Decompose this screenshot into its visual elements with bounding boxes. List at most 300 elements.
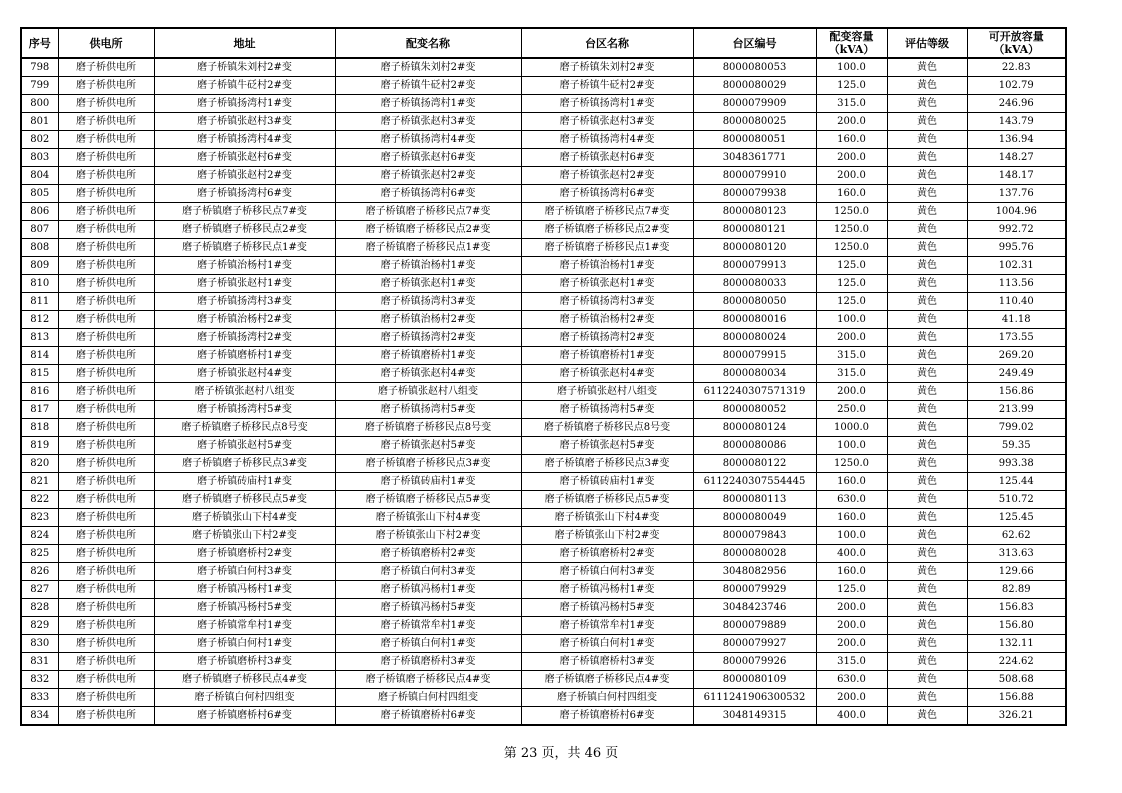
- cell-address: 磨子桥镇冯杨村1#变: [154, 581, 335, 599]
- cell-station: 磨子桥供电所: [58, 77, 154, 95]
- cell-seq: 822: [21, 491, 58, 509]
- cell-station: 磨子桥供电所: [58, 689, 154, 707]
- cell-station: 磨子桥供电所: [58, 149, 154, 167]
- cell-transformer: 磨子桥镇冯杨村1#变: [335, 581, 521, 599]
- cell-station: 磨子桥供电所: [58, 401, 154, 419]
- cell-district-no: 8000079938: [693, 185, 816, 203]
- cell-transformer: 磨子桥镇扬湾村6#变: [335, 185, 521, 203]
- cell-transformer: 磨子桥镇张山下村2#变: [335, 527, 521, 545]
- cell-district-no: 8000080051: [693, 131, 816, 149]
- cell-district: 磨子桥镇磨子桥移民点8号变: [521, 419, 693, 437]
- cell-capacity: 200.0: [816, 617, 887, 635]
- cell-grade: 黄色: [887, 581, 967, 599]
- table-row: [21, 275, 1066, 293]
- cell-district-no: 8000080086: [693, 437, 816, 455]
- cell-grade: 黄色: [887, 653, 967, 671]
- cell-seq: 820: [21, 455, 58, 473]
- cell-district-no: 3048423746: [693, 599, 816, 617]
- cell-grade: 黄色: [887, 257, 967, 275]
- cell-capacity: 1250.0: [816, 221, 887, 239]
- cell-district-no: 8000080123: [693, 203, 816, 221]
- table-row: [21, 581, 1066, 599]
- cell-grade: 黄色: [887, 545, 967, 563]
- cell-open-capacity: 137.76: [967, 185, 1066, 203]
- cell-open-capacity: 22.83: [967, 58, 1066, 77]
- cell-address: 磨子桥镇张赵村1#变: [154, 275, 335, 293]
- cell-transformer: 磨子桥镇张赵村4#变: [335, 365, 521, 383]
- table-row: [21, 545, 1066, 563]
- table-row: [21, 77, 1066, 95]
- cell-address: 磨子桥镇磨子桥移民点3#变: [154, 455, 335, 473]
- cell-seq: 812: [21, 311, 58, 329]
- cell-seq: 800: [21, 95, 58, 113]
- cell-district: 磨子桥镇磨桥村2#变: [521, 545, 693, 563]
- cell-transformer: 磨子桥镇砖庙村1#变: [335, 473, 521, 491]
- cell-transformer: 磨子桥镇磨子桥移民点3#变: [335, 455, 521, 473]
- cell-address: 磨子桥镇白何村1#变: [154, 635, 335, 653]
- cell-grade: 黄色: [887, 635, 967, 653]
- cell-grade: 黄色: [887, 383, 967, 401]
- cell-address: 磨子桥镇常牟村1#变: [154, 617, 335, 635]
- cell-grade: 黄色: [887, 599, 967, 617]
- cell-capacity: 1250.0: [816, 203, 887, 221]
- table-row: [21, 617, 1066, 635]
- col-header-open-capacity-line2: （kVA）: [993, 43, 1040, 56]
- cell-grade: 黄色: [887, 293, 967, 311]
- cell-transformer: 磨子桥镇白何村四组变: [335, 689, 521, 707]
- cell-address: 磨子桥镇张山下村2#变: [154, 527, 335, 545]
- cell-grade: 黄色: [887, 221, 967, 239]
- cell-transformer: 磨子桥镇张山下村4#变: [335, 509, 521, 527]
- cell-address: 磨子桥镇张赵村八组变: [154, 383, 335, 401]
- cell-grade: 黄色: [887, 77, 967, 95]
- cell-seq: 829: [21, 617, 58, 635]
- cell-transformer: 磨子桥镇白何村3#变: [335, 563, 521, 581]
- cell-address: 磨子桥镇磨桥村3#变: [154, 653, 335, 671]
- cell-address: 磨子桥镇牛砭村2#变: [154, 77, 335, 95]
- cell-seq: 813: [21, 329, 58, 347]
- cell-open-capacity: 62.62: [967, 527, 1066, 545]
- cell-transformer: 磨子桥镇张赵村八组变: [335, 383, 521, 401]
- cell-seq: 828: [21, 599, 58, 617]
- cell-grade: 黄色: [887, 617, 967, 635]
- page-number: 第 23 页，共 46 页: [503, 746, 619, 761]
- cell-district-no: 6112240307554445: [693, 473, 816, 491]
- cell-open-capacity: 508.68: [967, 671, 1066, 689]
- cell-open-capacity: 148.17: [967, 167, 1066, 185]
- cell-seq: 821: [21, 473, 58, 491]
- table-body: [21, 58, 1066, 725]
- table-row: [21, 419, 1066, 437]
- cell-open-capacity: 156.83: [967, 599, 1066, 617]
- cell-district: 磨子桥镇磨桥村1#变: [521, 347, 693, 365]
- cell-open-capacity: 125.44: [967, 473, 1066, 491]
- cell-address: 磨子桥镇磨子桥移民点1#变: [154, 239, 335, 257]
- cell-capacity: 100.0: [816, 58, 887, 77]
- cell-seq: 801: [21, 113, 58, 131]
- cell-address: 磨子桥镇白何村3#变: [154, 563, 335, 581]
- cell-district: 磨子桥镇牛砭村2#变: [521, 77, 693, 95]
- cell-grade: 黄色: [887, 311, 967, 329]
- cell-district: 磨子桥镇磨子桥移民点3#变: [521, 455, 693, 473]
- cell-capacity: 200.0: [816, 113, 887, 131]
- table-row: [21, 437, 1066, 455]
- cell-station: 磨子桥供电所: [58, 95, 154, 113]
- cell-capacity: 160.0: [816, 473, 887, 491]
- table-row: [21, 707, 1066, 726]
- cell-district: 磨子桥镇扬湾村6#变: [521, 185, 693, 203]
- cell-grade: 黄色: [887, 239, 967, 257]
- cell-open-capacity: 129.66: [967, 563, 1066, 581]
- cell-seq: 816: [21, 383, 58, 401]
- cell-open-capacity: 156.80: [967, 617, 1066, 635]
- cell-district: 磨子桥镇扬湾村4#变: [521, 131, 693, 149]
- cell-station: 磨子桥供电所: [58, 545, 154, 563]
- cell-transformer: 磨子桥镇磨子桥移民点1#变: [335, 239, 521, 257]
- cell-district: 磨子桥镇朱刘村2#变: [521, 58, 693, 77]
- table-row: [21, 491, 1066, 509]
- cell-station: 磨子桥供电所: [58, 167, 154, 185]
- cell-grade: 黄色: [887, 689, 967, 707]
- cell-capacity: 200.0: [816, 149, 887, 167]
- cell-district: 磨子桥镇张山下村4#变: [521, 509, 693, 527]
- cell-seq: 802: [21, 131, 58, 149]
- cell-address: 磨子桥镇砖庙村1#变: [154, 473, 335, 491]
- cell-open-capacity: 132.11: [967, 635, 1066, 653]
- cell-seq: 827: [21, 581, 58, 599]
- col-header-capacity: [816, 28, 887, 58]
- cell-grade: 黄色: [887, 707, 967, 726]
- cell-seq: 807: [21, 221, 58, 239]
- cell-district: 磨子桥镇磨子桥移民点2#变: [521, 221, 693, 239]
- cell-transformer: 磨子桥镇冯杨村5#变: [335, 599, 521, 617]
- table-row: [21, 113, 1066, 131]
- col-header-transformer: 配变名称: [335, 28, 521, 58]
- cell-district: 磨子桥镇张赵村2#变: [521, 167, 693, 185]
- table-row: [21, 347, 1066, 365]
- cell-transformer: 磨子桥镇磨子桥移民点2#变: [335, 221, 521, 239]
- transformer-capacity-table: [20, 27, 1067, 726]
- cell-seq: 810: [21, 275, 58, 293]
- cell-district-no: 8000079929: [693, 581, 816, 599]
- cell-open-capacity: 992.72: [967, 221, 1066, 239]
- cell-station: 磨子桥供电所: [58, 113, 154, 131]
- cell-capacity: 125.0: [816, 293, 887, 311]
- cell-district: 磨子桥镇常牟村1#变: [521, 617, 693, 635]
- cell-district: 磨子桥镇磨子桥移民点7#变: [521, 203, 693, 221]
- cell-station: 磨子桥供电所: [58, 653, 154, 671]
- cell-open-capacity: 224.62: [967, 653, 1066, 671]
- cell-grade: 黄色: [887, 149, 967, 167]
- cell-station: 磨子桥供电所: [58, 563, 154, 581]
- cell-transformer: 磨子桥镇张赵村2#变: [335, 167, 521, 185]
- cell-district: 磨子桥镇张赵村4#变: [521, 365, 693, 383]
- cell-seq: 832: [21, 671, 58, 689]
- cell-grade: 黄色: [887, 167, 967, 185]
- cell-district-no: 8000079909: [693, 95, 816, 113]
- cell-open-capacity: 1004.96: [967, 203, 1066, 221]
- cell-seq: 809: [21, 257, 58, 275]
- cell-grade: 黄色: [887, 275, 967, 293]
- cell-capacity: 315.0: [816, 365, 887, 383]
- cell-open-capacity: 269.20: [967, 347, 1066, 365]
- cell-station: 磨子桥供电所: [58, 671, 154, 689]
- cell-station: 磨子桥供电所: [58, 365, 154, 383]
- cell-address: 磨子桥镇张赵村6#变: [154, 149, 335, 167]
- cell-district-no: 8000080124: [693, 419, 816, 437]
- cell-seq: 808: [21, 239, 58, 257]
- cell-seq: 824: [21, 527, 58, 545]
- cell-district: 磨子桥镇磨子桥移民点4#变: [521, 671, 693, 689]
- cell-station: 磨子桥供电所: [58, 473, 154, 491]
- cell-grade: 黄色: [887, 437, 967, 455]
- cell-district-no: 8000080024: [693, 329, 816, 347]
- cell-address: 磨子桥镇扬湾村4#变: [154, 131, 335, 149]
- cell-district: 磨子桥镇磨子桥移民点1#变: [521, 239, 693, 257]
- cell-district-no: 8000080052: [693, 401, 816, 419]
- cell-open-capacity: 326.21: [967, 707, 1066, 726]
- cell-seq: 825: [21, 545, 58, 563]
- cell-district: 磨子桥镇磨子桥移民点5#变: [521, 491, 693, 509]
- table-row: [21, 563, 1066, 581]
- cell-address: 磨子桥镇扬湾村1#变: [154, 95, 335, 113]
- cell-grade: 黄色: [887, 563, 967, 581]
- table-row: [21, 131, 1066, 149]
- cell-district-no: 8000080120: [693, 239, 816, 257]
- cell-open-capacity: 313.63: [967, 545, 1066, 563]
- cell-district: 磨子桥镇冯杨村1#变: [521, 581, 693, 599]
- cell-capacity: 1000.0: [816, 419, 887, 437]
- cell-grade: 黄色: [887, 473, 967, 491]
- cell-capacity: 200.0: [816, 689, 887, 707]
- cell-district-no: 8000080028: [693, 545, 816, 563]
- table-row: [21, 329, 1066, 347]
- cell-station: 磨子桥供电所: [58, 527, 154, 545]
- cell-transformer: 磨子桥镇磨子桥移民点4#变: [335, 671, 521, 689]
- cell-district: 磨子桥镇磨桥村6#变: [521, 707, 693, 726]
- cell-grade: 黄色: [887, 419, 967, 437]
- cell-transformer: 磨子桥镇朱刘村2#变: [335, 58, 521, 77]
- cell-capacity: 125.0: [816, 257, 887, 275]
- table-row: [21, 635, 1066, 653]
- cell-open-capacity: 156.88: [967, 689, 1066, 707]
- cell-seq: 831: [21, 653, 58, 671]
- cell-seq: 817: [21, 401, 58, 419]
- col-header-open-capacity-line1: 可开放容量: [988, 30, 1044, 43]
- cell-district: 磨子桥镇砖庙村1#变: [521, 473, 693, 491]
- cell-capacity: 315.0: [816, 347, 887, 365]
- table-row: [21, 167, 1066, 185]
- cell-address: 磨子桥镇磨桥村6#变: [154, 707, 335, 726]
- cell-capacity: 200.0: [816, 383, 887, 401]
- cell-district-no: 6112240307571319: [693, 383, 816, 401]
- cell-district: 磨子桥镇扬湾村5#变: [521, 401, 693, 419]
- cell-station: 磨子桥供电所: [58, 581, 154, 599]
- cell-district-no: 8000079910: [693, 167, 816, 185]
- table-row: [21, 401, 1066, 419]
- table-row: [21, 527, 1066, 545]
- cell-address: 磨子桥镇磨子桥移民点2#变: [154, 221, 335, 239]
- cell-district-no: 8000079927: [693, 635, 816, 653]
- cell-open-capacity: 136.94: [967, 131, 1066, 149]
- cell-district-no: 8000079843: [693, 527, 816, 545]
- cell-station: 磨子桥供电所: [58, 221, 154, 239]
- cell-open-capacity: 213.99: [967, 401, 1066, 419]
- cell-station: 磨子桥供电所: [58, 185, 154, 203]
- cell-district-no: 8000080016: [693, 311, 816, 329]
- col-header-open-capacity: [967, 28, 1066, 58]
- cell-seq: 826: [21, 563, 58, 581]
- cell-capacity: 100.0: [816, 437, 887, 455]
- cell-capacity: 125.0: [816, 275, 887, 293]
- cell-transformer: 磨子桥镇张赵村6#变: [335, 149, 521, 167]
- cell-address: 磨子桥镇张赵村5#变: [154, 437, 335, 455]
- cell-address: 磨子桥镇张山下村4#变: [154, 509, 335, 527]
- table-row: [21, 599, 1066, 617]
- cell-address: 磨子桥镇磨子桥移民点5#变: [154, 491, 335, 509]
- cell-grade: 黄色: [887, 185, 967, 203]
- cell-station: 磨子桥供电所: [58, 239, 154, 257]
- cell-seq: 834: [21, 707, 58, 726]
- cell-transformer: 磨子桥镇磨桥村1#变: [335, 347, 521, 365]
- cell-seq: 830: [21, 635, 58, 653]
- cell-station: 磨子桥供电所: [58, 329, 154, 347]
- cell-open-capacity: 993.38: [967, 455, 1066, 473]
- cell-capacity: 125.0: [816, 581, 887, 599]
- cell-district: 磨子桥镇白何村3#变: [521, 563, 693, 581]
- cell-seq: 805: [21, 185, 58, 203]
- cell-address: 磨子桥镇磨子桥移民点8号变: [154, 419, 335, 437]
- cell-grade: 黄色: [887, 131, 967, 149]
- cell-district: 磨子桥镇磨桥村3#变: [521, 653, 693, 671]
- cell-grade: 黄色: [887, 365, 967, 383]
- cell-capacity: 200.0: [816, 329, 887, 347]
- cell-seq: 806: [21, 203, 58, 221]
- cell-seq: 833: [21, 689, 58, 707]
- cell-station: 磨子桥供电所: [58, 347, 154, 365]
- cell-grade: 黄色: [887, 58, 967, 77]
- cell-transformer: 磨子桥镇牛砭村2#变: [335, 77, 521, 95]
- cell-district-no: 3048149315: [693, 707, 816, 726]
- cell-district: 磨子桥镇白何村四组变: [521, 689, 693, 707]
- cell-district-no: 8000080025: [693, 113, 816, 131]
- cell-district-no: 8000080050: [693, 293, 816, 311]
- cell-grade: 黄色: [887, 455, 967, 473]
- cell-station: 磨子桥供电所: [58, 257, 154, 275]
- col-header-address: 地址: [154, 28, 335, 58]
- cell-address: 磨子桥镇张赵村3#变: [154, 113, 335, 131]
- cell-capacity: 160.0: [816, 563, 887, 581]
- cell-open-capacity: 125.45: [967, 509, 1066, 527]
- cell-district: 磨子桥镇张赵村5#变: [521, 437, 693, 455]
- cell-station: 磨子桥供电所: [58, 275, 154, 293]
- cell-transformer: 磨子桥镇张赵村1#变: [335, 275, 521, 293]
- cell-transformer: 磨子桥镇扬湾村5#变: [335, 401, 521, 419]
- col-header-station: 供电所: [58, 28, 154, 58]
- cell-transformer: 磨子桥镇白何村1#变: [335, 635, 521, 653]
- cell-transformer: 磨子桥镇张赵村5#变: [335, 437, 521, 455]
- table-row: [21, 365, 1066, 383]
- table-row: [21, 509, 1066, 527]
- table-row: [21, 455, 1066, 473]
- cell-grade: 黄色: [887, 329, 967, 347]
- cell-district: 磨子桥镇扬湾村3#变: [521, 293, 693, 311]
- table-row: [21, 203, 1066, 221]
- cell-station: 磨子桥供电所: [58, 419, 154, 437]
- cell-station: 磨子桥供电所: [58, 203, 154, 221]
- cell-grade: 黄色: [887, 347, 967, 365]
- cell-address: 磨子桥镇白何村四组变: [154, 689, 335, 707]
- cell-grade: 黄色: [887, 509, 967, 527]
- cell-open-capacity: 41.18: [967, 311, 1066, 329]
- cell-grade: 黄色: [887, 203, 967, 221]
- cell-district-no: 8000080122: [693, 455, 816, 473]
- table-row: [21, 221, 1066, 239]
- table-row: [21, 293, 1066, 311]
- col-header-seq: 序号: [21, 28, 58, 58]
- cell-open-capacity: 102.31: [967, 257, 1066, 275]
- cell-district-no: 8000080109: [693, 671, 816, 689]
- cell-district: 磨子桥镇治杨村2#变: [521, 311, 693, 329]
- col-header-grade: 评估等级: [887, 28, 967, 58]
- cell-capacity: 160.0: [816, 131, 887, 149]
- cell-address: 磨子桥镇治杨村1#变: [154, 257, 335, 275]
- table-row: [21, 671, 1066, 689]
- cell-capacity: 250.0: [816, 401, 887, 419]
- cell-transformer: 磨子桥镇治杨村2#变: [335, 311, 521, 329]
- cell-transformer: 磨子桥镇治杨村1#变: [335, 257, 521, 275]
- cell-capacity: 100.0: [816, 527, 887, 545]
- cell-address: 磨子桥镇磨子桥移民点7#变: [154, 203, 335, 221]
- cell-district-no: 8000079913: [693, 257, 816, 275]
- cell-open-capacity: 799.02: [967, 419, 1066, 437]
- cell-station: 磨子桥供电所: [58, 437, 154, 455]
- cell-capacity: 400.0: [816, 545, 887, 563]
- table-row: [21, 383, 1066, 401]
- cell-district: 磨子桥镇张赵村1#变: [521, 275, 693, 293]
- cell-open-capacity: 156.86: [967, 383, 1066, 401]
- cell-seq: 804: [21, 167, 58, 185]
- cell-seq: 798: [21, 58, 58, 77]
- cell-capacity: 630.0: [816, 671, 887, 689]
- cell-capacity: 200.0: [816, 599, 887, 617]
- cell-station: 磨子桥供电所: [58, 455, 154, 473]
- cell-capacity: 200.0: [816, 167, 887, 185]
- capacity-table-container: [20, 27, 1067, 726]
- cell-address: 磨子桥镇张赵村2#变: [154, 167, 335, 185]
- col-header-capacity-line1: 配变容量: [829, 30, 874, 43]
- cell-station: 磨子桥供电所: [58, 383, 154, 401]
- table-header-row: [21, 28, 1066, 58]
- cell-transformer: 磨子桥镇磨桥村6#变: [335, 707, 521, 726]
- cell-station: 磨子桥供电所: [58, 58, 154, 77]
- cell-capacity: 315.0: [816, 95, 887, 113]
- cell-seq: 803: [21, 149, 58, 167]
- cell-station: 磨子桥供电所: [58, 635, 154, 653]
- cell-district: 磨子桥镇张赵村八组变: [521, 383, 693, 401]
- cell-district: 磨子桥镇张山下村2#变: [521, 527, 693, 545]
- cell-district: 磨子桥镇扬湾村1#变: [521, 95, 693, 113]
- cell-open-capacity: 143.79: [967, 113, 1066, 131]
- cell-station: 磨子桥供电所: [58, 491, 154, 509]
- cell-station: 磨子桥供电所: [58, 599, 154, 617]
- cell-district-no: 8000080049: [693, 509, 816, 527]
- cell-grade: 黄色: [887, 671, 967, 689]
- cell-district: 磨子桥镇冯杨村5#变: [521, 599, 693, 617]
- cell-district-no: 8000080113: [693, 491, 816, 509]
- cell-open-capacity: 82.89: [967, 581, 1066, 599]
- cell-open-capacity: 102.79: [967, 77, 1066, 95]
